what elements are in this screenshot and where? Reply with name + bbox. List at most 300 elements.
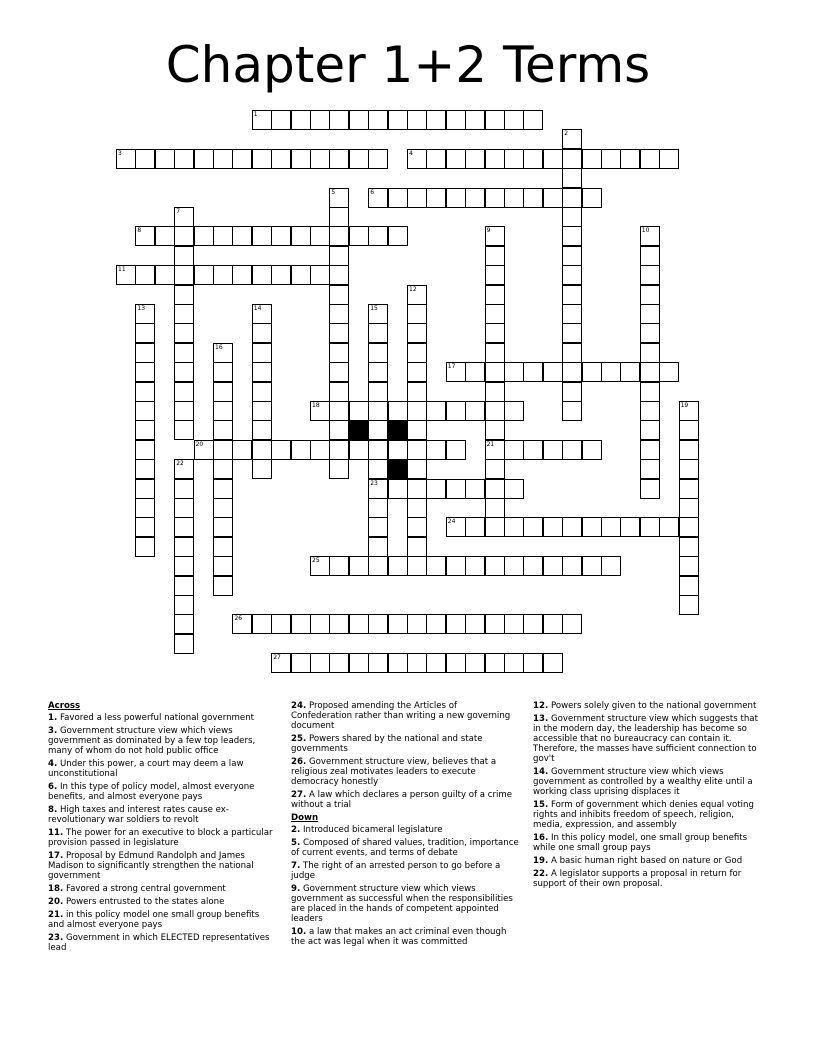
grid-cell[interactable]	[640, 479, 660, 499]
grid-cell[interactable]	[388, 188, 408, 208]
grid-cell[interactable]	[679, 595, 699, 615]
grid-cell[interactable]	[485, 343, 505, 363]
grid-cell[interactable]	[640, 226, 660, 246]
grid-cell[interactable]	[310, 440, 330, 460]
grid-cell[interactable]	[407, 285, 427, 305]
grid-cell[interactable]	[252, 440, 272, 460]
grid-cell[interactable]	[388, 653, 408, 673]
grid-cell[interactable]	[329, 401, 349, 421]
grid-cell[interactable]	[562, 285, 582, 305]
grid-cell[interactable]	[329, 362, 349, 382]
grid-cell[interactable]	[116, 149, 136, 169]
grid-cell[interactable]	[562, 362, 582, 382]
grid-cell[interactable]	[329, 614, 349, 634]
grid-cell[interactable]	[465, 362, 485, 382]
grid-cell[interactable]	[582, 188, 602, 208]
grid-cell[interactable]	[232, 226, 252, 246]
grid-cell[interactable]	[252, 401, 272, 421]
grid-cell[interactable]	[543, 614, 563, 634]
grid-cell[interactable]	[213, 265, 233, 285]
grid-cell[interactable]	[232, 265, 252, 285]
grid-cell[interactable]	[252, 362, 272, 382]
grid-cell[interactable]	[659, 362, 679, 382]
grid-cell[interactable]	[291, 149, 311, 169]
grid-cell[interactable]	[679, 556, 699, 576]
grid-cell[interactable]	[252, 382, 272, 402]
grid-cell[interactable]	[407, 188, 427, 208]
grid-cell[interactable]	[485, 479, 505, 499]
grid-cell[interactable]	[232, 614, 252, 634]
grid-cell[interactable]	[640, 459, 660, 479]
grid-cell[interactable]	[329, 265, 349, 285]
grid-cell[interactable]	[523, 362, 543, 382]
grid-cell[interactable]	[485, 110, 505, 130]
grid-cell[interactable]	[329, 556, 349, 576]
grid-cell[interactable]	[446, 149, 466, 169]
grid-cell[interactable]	[407, 323, 427, 343]
grid-cell[interactable]	[368, 614, 388, 634]
grid-cell[interactable]	[562, 517, 582, 537]
grid-cell[interactable]	[543, 440, 563, 460]
grid-cell[interactable]	[155, 265, 175, 285]
grid-cell[interactable]	[523, 440, 543, 460]
grid-cell[interactable]	[679, 479, 699, 499]
grid-cell[interactable]	[523, 149, 543, 169]
grid-cell[interactable]	[349, 614, 369, 634]
grid-cell[interactable]	[426, 440, 446, 460]
grid-cell[interactable]	[640, 420, 660, 440]
grid-cell[interactable]	[446, 188, 466, 208]
grid-cell[interactable]	[174, 537, 194, 557]
grid-cell[interactable]	[213, 420, 233, 440]
grid-cell[interactable]	[465, 401, 485, 421]
grid-cell[interactable]	[562, 188, 582, 208]
grid-cell[interactable]	[329, 246, 349, 266]
grid-cell[interactable]	[562, 168, 582, 188]
grid-cell[interactable]	[562, 614, 582, 634]
grid-cell[interactable]	[620, 517, 640, 537]
grid-cell[interactable]	[213, 576, 233, 596]
grid-cell[interactable]	[291, 110, 311, 130]
grid-cell[interactable]	[174, 401, 194, 421]
grid-cell[interactable]	[368, 323, 388, 343]
grid-cell[interactable]	[523, 653, 543, 673]
grid-cell[interactable]	[271, 110, 291, 130]
grid-cell[interactable]	[562, 129, 582, 149]
grid-cell[interactable]	[368, 401, 388, 421]
grid-cell[interactable]	[679, 537, 699, 557]
grid-cell[interactable]	[213, 517, 233, 537]
grid-cell[interactable]	[562, 304, 582, 324]
grid-cell[interactable]	[349, 556, 369, 576]
grid-cell[interactable]	[679, 517, 699, 537]
grid-cell[interactable]	[135, 323, 155, 343]
grid-cell[interactable]	[174, 343, 194, 363]
grid-cell[interactable]	[252, 149, 272, 169]
grid-cell[interactable]	[407, 517, 427, 537]
grid-cell[interactable]	[465, 110, 485, 130]
grid-cell[interactable]	[329, 285, 349, 305]
grid-cell[interactable]	[388, 440, 408, 460]
grid-cell[interactable]	[485, 285, 505, 305]
grid-cell[interactable]	[310, 265, 330, 285]
grid-cell[interactable]	[582, 517, 602, 537]
grid-cell[interactable]	[213, 440, 233, 460]
grid-cell[interactable]	[368, 188, 388, 208]
grid-cell[interactable]	[252, 304, 272, 324]
grid-cell[interactable]	[407, 479, 427, 499]
grid-cell[interactable]	[368, 149, 388, 169]
grid-cell[interactable]	[174, 149, 194, 169]
grid-cell[interactable]	[679, 401, 699, 421]
grid-cell[interactable]	[407, 440, 427, 460]
grid-cell[interactable]	[368, 537, 388, 557]
grid-cell[interactable]	[485, 246, 505, 266]
grid-cell[interactable]	[640, 285, 660, 305]
grid-cell[interactable]	[426, 149, 446, 169]
grid-cell[interactable]	[601, 362, 621, 382]
grid-cell[interactable]	[271, 440, 291, 460]
grid-cell[interactable]	[485, 149, 505, 169]
grid-cell[interactable]	[368, 556, 388, 576]
grid-cell[interactable]	[523, 517, 543, 537]
grid-cell[interactable]	[135, 343, 155, 363]
grid-cell[interactable]	[174, 634, 194, 654]
grid-cell[interactable]	[310, 226, 330, 246]
grid-cell[interactable]	[426, 653, 446, 673]
grid-cell[interactable]	[407, 537, 427, 557]
grid-cell[interactable]	[640, 382, 660, 402]
grid-cell[interactable]	[135, 459, 155, 479]
grid-cell[interactable]	[446, 401, 466, 421]
grid-cell[interactable]	[485, 265, 505, 285]
grid-cell[interactable]	[446, 556, 466, 576]
grid-cell[interactable]	[601, 556, 621, 576]
grid-cell[interactable]	[368, 653, 388, 673]
grid-cell[interactable]	[271, 653, 291, 673]
grid-cell[interactable]	[310, 653, 330, 673]
grid-cell[interactable]	[174, 576, 194, 596]
grid-cell[interactable]	[543, 517, 563, 537]
grid-cell[interactable]	[310, 556, 330, 576]
grid-cell[interactable]	[329, 420, 349, 440]
grid-cell[interactable]	[368, 440, 388, 460]
grid-cell[interactable]	[232, 149, 252, 169]
grid-cell[interactable]	[252, 420, 272, 440]
grid-cell[interactable]	[504, 517, 524, 537]
grid-cell[interactable]	[368, 420, 388, 440]
grid-cell[interactable]	[388, 401, 408, 421]
grid-cell[interactable]	[310, 110, 330, 130]
grid-cell[interactable]	[426, 188, 446, 208]
grid-cell[interactable]	[562, 323, 582, 343]
grid-cell[interactable]	[504, 188, 524, 208]
grid-cell[interactable]	[271, 614, 291, 634]
grid-cell[interactable]	[174, 498, 194, 518]
grid-cell[interactable]	[601, 149, 621, 169]
grid-cell[interactable]	[562, 265, 582, 285]
grid-cell[interactable]	[252, 614, 272, 634]
grid-cell[interactable]	[252, 265, 272, 285]
grid-cell[interactable]	[485, 304, 505, 324]
grid-cell[interactable]	[155, 149, 175, 169]
grid-cell[interactable]	[523, 614, 543, 634]
grid-cell[interactable]	[329, 304, 349, 324]
grid-cell[interactable]	[407, 653, 427, 673]
grid-cell[interactable]	[368, 517, 388, 537]
grid-cell[interactable]	[504, 556, 524, 576]
grid-cell[interactable]	[640, 401, 660, 421]
grid-cell[interactable]	[329, 149, 349, 169]
grid-cell[interactable]	[407, 614, 427, 634]
grid-cell[interactable]	[213, 459, 233, 479]
grid-cell[interactable]	[426, 556, 446, 576]
grid-cell[interactable]	[543, 653, 563, 673]
grid-cell[interactable]	[174, 226, 194, 246]
grid-cell[interactable]	[640, 517, 660, 537]
grid-cell[interactable]	[582, 149, 602, 169]
grid-cell[interactable]	[679, 576, 699, 596]
grid-cell[interactable]	[368, 459, 388, 479]
grid-cell[interactable]	[213, 401, 233, 421]
grid-cell[interactable]	[252, 110, 272, 130]
grid-cell[interactable]	[329, 382, 349, 402]
grid-cell[interactable]	[504, 362, 524, 382]
grid-cell[interactable]	[194, 226, 214, 246]
grid-cell[interactable]	[504, 614, 524, 634]
grid-cell[interactable]	[349, 149, 369, 169]
grid-cell[interactable]	[446, 110, 466, 130]
grid-cell[interactable]	[135, 420, 155, 440]
grid-cell[interactable]	[135, 479, 155, 499]
grid-cell[interactable]	[679, 498, 699, 518]
grid-cell[interactable]	[523, 188, 543, 208]
grid-cell[interactable]	[485, 382, 505, 402]
grid-cell[interactable]	[640, 323, 660, 343]
grid-cell[interactable]	[562, 556, 582, 576]
grid-cell[interactable]	[465, 556, 485, 576]
grid-cell[interactable]	[446, 614, 466, 634]
grid-cell[interactable]	[504, 440, 524, 460]
grid-cell[interactable]	[407, 420, 427, 440]
grid-cell[interactable]	[135, 498, 155, 518]
grid-cell[interactable]	[504, 479, 524, 499]
grid-cell[interactable]	[329, 188, 349, 208]
grid-cell[interactable]	[213, 226, 233, 246]
grid-cell[interactable]	[329, 459, 349, 479]
grid-cell[interactable]	[135, 382, 155, 402]
grid-cell[interactable]	[388, 226, 408, 246]
grid-cell[interactable]	[349, 440, 369, 460]
grid-cell[interactable]	[485, 556, 505, 576]
grid-cell[interactable]	[485, 323, 505, 343]
grid-cell[interactable]	[659, 149, 679, 169]
grid-cell[interactable]	[174, 304, 194, 324]
grid-cell[interactable]	[252, 323, 272, 343]
grid-cell[interactable]	[368, 362, 388, 382]
grid-cell[interactable]	[135, 149, 155, 169]
grid-cell[interactable]	[174, 382, 194, 402]
grid-cell[interactable]	[174, 479, 194, 499]
grid-cell[interactable]	[368, 304, 388, 324]
grid-cell[interactable]	[310, 614, 330, 634]
grid-cell[interactable]	[310, 401, 330, 421]
grid-cell[interactable]	[174, 362, 194, 382]
grid-cell[interactable]	[446, 440, 466, 460]
grid-cell[interactable]	[407, 556, 427, 576]
grid-cell[interactable]	[504, 149, 524, 169]
grid-cell[interactable]	[388, 556, 408, 576]
grid-cell[interactable]	[485, 498, 505, 518]
grid-cell[interactable]	[310, 149, 330, 169]
grid-cell[interactable]	[485, 459, 505, 479]
grid-cell[interactable]	[232, 440, 252, 460]
grid-cell[interactable]	[485, 420, 505, 440]
grid-cell[interactable]	[485, 614, 505, 634]
grid-cell[interactable]	[291, 653, 311, 673]
grid-cell[interactable]	[640, 343, 660, 363]
grid-cell[interactable]	[407, 401, 427, 421]
grid-cell[interactable]	[485, 517, 505, 537]
grid-cell[interactable]	[135, 362, 155, 382]
grid-cell[interactable]	[582, 556, 602, 576]
grid-cell[interactable]	[116, 265, 136, 285]
grid-cell[interactable]	[426, 110, 446, 130]
grid-cell[interactable]	[465, 479, 485, 499]
grid-cell[interactable]	[620, 362, 640, 382]
grid-cell[interactable]	[329, 653, 349, 673]
grid-cell[interactable]	[407, 459, 427, 479]
grid-cell[interactable]	[407, 382, 427, 402]
grid-cell[interactable]	[194, 265, 214, 285]
grid-cell[interactable]	[446, 517, 466, 537]
grid-cell[interactable]	[407, 498, 427, 518]
grid-cell[interactable]	[407, 110, 427, 130]
grid-cell[interactable]	[329, 226, 349, 246]
grid-cell[interactable]	[291, 614, 311, 634]
grid-cell[interactable]	[388, 479, 408, 499]
grid-cell[interactable]	[465, 149, 485, 169]
grid-cell[interactable]	[213, 556, 233, 576]
grid-cell[interactable]	[543, 362, 563, 382]
grid-cell[interactable]	[485, 226, 505, 246]
grid-cell[interactable]	[291, 226, 311, 246]
grid-cell[interactable]	[329, 343, 349, 363]
grid-cell[interactable]	[213, 149, 233, 169]
grid-cell[interactable]	[388, 110, 408, 130]
grid-cell[interactable]	[659, 517, 679, 537]
grid-cell[interactable]	[174, 595, 194, 615]
grid-cell[interactable]	[679, 459, 699, 479]
grid-cell[interactable]	[213, 537, 233, 557]
grid-cell[interactable]	[213, 343, 233, 363]
grid-cell[interactable]	[601, 517, 621, 537]
grid-cell[interactable]	[620, 149, 640, 169]
grid-cell[interactable]	[640, 304, 660, 324]
grid-cell[interactable]	[174, 285, 194, 305]
grid-cell[interactable]	[194, 149, 214, 169]
grid-cell[interactable]	[329, 110, 349, 130]
grid-cell[interactable]	[562, 440, 582, 460]
grid-cell[interactable]	[155, 226, 175, 246]
grid-cell[interactable]	[582, 362, 602, 382]
grid-cell[interactable]	[329, 323, 349, 343]
grid-cell[interactable]	[543, 149, 563, 169]
grid-cell[interactable]	[426, 401, 446, 421]
grid-cell[interactable]	[562, 226, 582, 246]
grid-cell[interactable]	[174, 614, 194, 634]
grid-cell[interactable]	[135, 440, 155, 460]
grid-cell[interactable]	[271, 226, 291, 246]
grid-cell[interactable]	[523, 556, 543, 576]
grid-cell[interactable]	[407, 343, 427, 363]
grid-cell[interactable]	[504, 401, 524, 421]
grid-cell[interactable]	[368, 110, 388, 130]
grid-cell[interactable]	[174, 265, 194, 285]
grid-cell[interactable]	[465, 517, 485, 537]
grid-cell[interactable]	[582, 440, 602, 460]
grid-cell[interactable]	[252, 343, 272, 363]
grid-cell[interactable]	[174, 517, 194, 537]
grid-cell[interactable]	[291, 265, 311, 285]
grid-cell[interactable]	[329, 207, 349, 227]
grid-cell[interactable]	[562, 149, 582, 169]
grid-cell[interactable]	[368, 226, 388, 246]
grid-cell[interactable]	[679, 420, 699, 440]
grid-cell[interactable]	[446, 479, 466, 499]
grid-cell[interactable]	[252, 226, 272, 246]
grid-cell[interactable]	[368, 343, 388, 363]
grid-cell[interactable]	[426, 614, 446, 634]
grid-cell[interactable]	[213, 362, 233, 382]
grid-cell[interactable]	[135, 304, 155, 324]
grid-cell[interactable]	[329, 440, 349, 460]
grid-cell[interactable]	[368, 479, 388, 499]
grid-cell[interactable]	[135, 517, 155, 537]
grid-cell[interactable]	[252, 459, 272, 479]
grid-cell[interactable]	[174, 323, 194, 343]
grid-cell[interactable]	[213, 382, 233, 402]
grid-cell[interactable]	[426, 479, 446, 499]
grid-cell[interactable]	[213, 498, 233, 518]
grid-cell[interactable]	[562, 207, 582, 227]
grid-cell[interactable]	[194, 440, 214, 460]
grid-cell[interactable]	[485, 362, 505, 382]
grid-cell[interactable]	[562, 382, 582, 402]
grid-cell[interactable]	[174, 420, 194, 440]
grid-cell[interactable]	[135, 265, 155, 285]
grid-cell[interactable]	[543, 188, 563, 208]
grid-cell[interactable]	[349, 653, 369, 673]
grid-cell[interactable]	[465, 614, 485, 634]
grid-cell[interactable]	[271, 149, 291, 169]
grid-cell[interactable]	[465, 653, 485, 673]
grid-cell[interactable]	[465, 188, 485, 208]
grid-cell[interactable]	[562, 401, 582, 421]
grid-cell[interactable]	[407, 304, 427, 324]
grid-cell[interactable]	[174, 459, 194, 479]
grid-cell[interactable]	[446, 653, 466, 673]
grid-cell[interactable]	[485, 401, 505, 421]
grid-cell[interactable]	[135, 401, 155, 421]
grid-cell[interactable]	[174, 246, 194, 266]
grid-cell[interactable]	[349, 226, 369, 246]
grid-cell[interactable]	[640, 362, 660, 382]
grid-cell[interactable]	[368, 382, 388, 402]
grid-cell[interactable]	[485, 440, 505, 460]
grid-cell[interactable]	[640, 246, 660, 266]
grid-cell[interactable]	[407, 362, 427, 382]
